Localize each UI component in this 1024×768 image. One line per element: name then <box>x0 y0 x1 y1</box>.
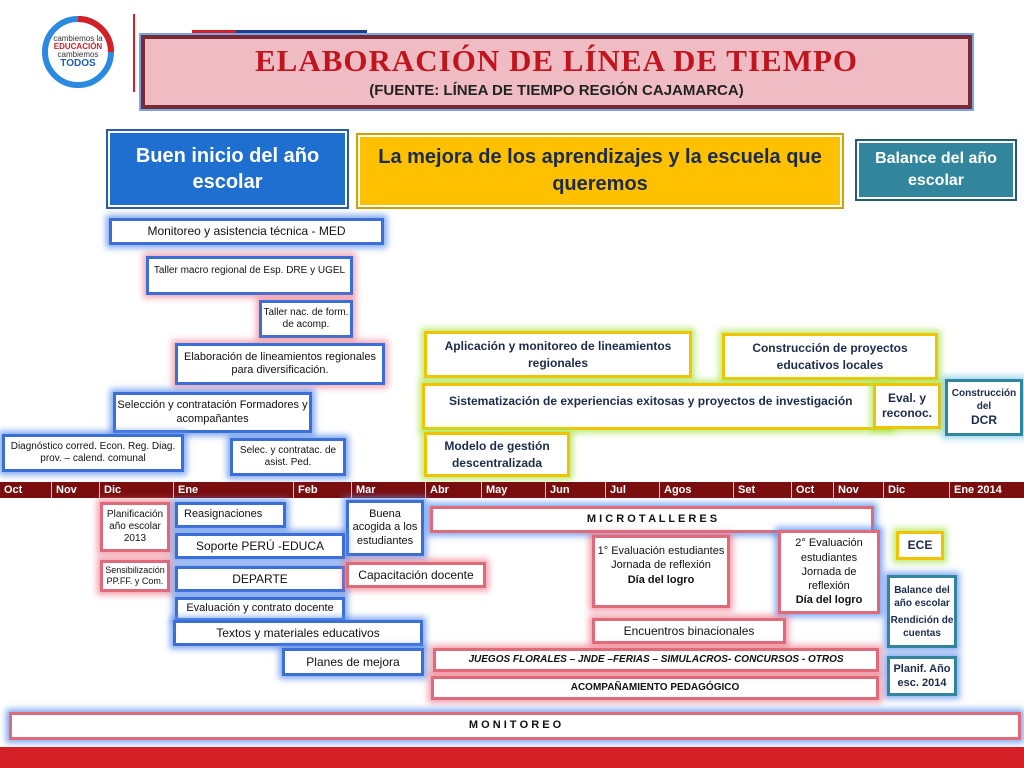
month-cell: Nov <box>834 482 884 498</box>
elaboracion-box <box>175 343 385 385</box>
modelo-box <box>424 432 570 477</box>
evaluacion-contrato-label: Evaluación y contrato docente <box>186 602 334 615</box>
departe-box <box>175 566 345 592</box>
microtalleres-box <box>430 506 874 533</box>
month-cell: Jun <box>546 482 606 498</box>
phase-start-label: Buen inicio del año escolar <box>135 145 320 193</box>
planif-2014-label: Planif. Año esc. 2014 <box>893 662 951 689</box>
aplicacion-label: Aplicación y monitoreo de lineamientos regionales <box>444 339 672 370</box>
month-cell: Set <box>734 482 792 498</box>
construccion-dcr-label: Construcción del <box>951 387 1017 412</box>
eval1-line1: 1° Evaluación estudiantes <box>597 545 725 557</box>
month-cell: Dic <box>884 482 950 498</box>
page-title: ELABORACIÓN DE LÍNEA DE TIEMPO <box>254 43 859 79</box>
planes-box <box>282 648 424 676</box>
balance-line1: Balance del año escolar <box>894 584 950 609</box>
ece-label: ECE <box>907 538 933 553</box>
logo-divider <box>133 14 135 92</box>
month-cell: Ene <box>174 482 294 498</box>
encuentros-label: Encuentros binacionales <box>623 623 755 638</box>
monitoreo-label: M O N I T O R E O <box>468 719 562 732</box>
month-cell: Feb <box>294 482 352 498</box>
buena-acogida-box <box>346 500 424 556</box>
logo-text-1: cambiemos la <box>53 34 103 43</box>
month-cell: Nov <box>52 482 100 498</box>
month-cell: Mar <box>352 482 426 498</box>
eval1-line2: Jornada de reflexión <box>611 559 711 572</box>
eval2-box <box>778 530 880 614</box>
construccion-proy-label: Construcción de proyectos educativos locales <box>752 341 908 372</box>
bottom-band <box>0 747 1024 768</box>
month-bar <box>0 482 1024 498</box>
month-cell: Oct <box>792 482 834 498</box>
eval2-line1: 2° Evaluación estudiantes <box>795 537 863 564</box>
phase-middle <box>358 135 842 207</box>
title-banner <box>141 35 972 109</box>
taller-nac-label: Taller nac. de form. de acomp. <box>263 307 349 330</box>
textos-label: Textos y materiales educativos <box>216 625 380 640</box>
month-cell: Jul <box>606 482 660 498</box>
month-cell: Oct <box>0 482 52 498</box>
selec-asist-box <box>230 438 346 476</box>
month-cell: Abr <box>426 482 482 498</box>
evaluacion-contrato-box <box>175 597 345 621</box>
sistematizacion-label: Sistematización de experiencias exitosas y proyectos de investigación <box>449 394 853 408</box>
ece-box <box>896 531 944 560</box>
eval-reconoc-box <box>873 383 941 429</box>
eval1-line3: Día del logro <box>627 573 695 586</box>
eval2-line3: Día del logro <box>795 594 863 607</box>
eval1-box <box>592 535 730 608</box>
taller-macro-label: Taller macro regional de Esp. DRE y UGEL <box>153 265 346 276</box>
soporte-box <box>175 533 345 559</box>
diagnostico-box <box>2 434 184 472</box>
eval2-line2: Jornada de reflexión <box>801 565 857 593</box>
month-cell: May <box>482 482 546 498</box>
capacitacion-box <box>346 562 486 588</box>
textos-box <box>173 620 423 646</box>
phase-end <box>857 141 1015 199</box>
acompanamiento-box <box>431 676 879 700</box>
elaboracion-label: Elaboración de lineamientos regionales para diversificación. <box>183 350 376 376</box>
departe-label: DEPARTE <box>232 571 288 586</box>
logo <box>38 12 118 92</box>
month-cell: Ene 2014 <box>954 484 1002 496</box>
seleccion-box <box>113 392 312 433</box>
aplicacion-box <box>424 331 692 378</box>
month-cell: Dic <box>100 482 174 498</box>
phase-end-label: Balance del año escolar <box>875 149 997 189</box>
soporte-label: Soporte PERÚ -EDUCA <box>195 538 325 553</box>
planif-2014-box <box>887 656 957 696</box>
planificacion-label: Planificación año escolar 2013 <box>106 509 164 544</box>
page-subtitle: (FUENTE: LÍNEA DE TIEMPO REGIÓN CAJAMARCA) <box>369 81 744 99</box>
balance-line2: Rendición de cuentas <box>890 614 954 639</box>
phase-start <box>108 131 347 207</box>
sistematizacion-box <box>422 383 892 430</box>
selec-asist-label: Selec. y contratac. de asist. Ped. <box>239 445 337 468</box>
monitoreo-med-box <box>109 218 384 245</box>
monitoreo-box <box>9 712 1021 740</box>
encuentros-box <box>592 618 786 644</box>
balance-box <box>887 575 957 648</box>
acompanamiento-label: ACOMPAÑAMIENTO PEDAGÓGICO <box>570 682 740 693</box>
logo-text-4: TODOS <box>60 58 96 69</box>
reasignaciones-box <box>175 502 286 528</box>
microtalleres-label: M I C R O T A L L E R E S <box>586 512 718 525</box>
modelo-label: Modelo de gestión descentralizada <box>444 439 550 470</box>
month-cell: Agos <box>660 482 734 498</box>
monitoreo-med-label: Monitoreo y asistencia técnica - MED <box>147 224 346 239</box>
eval-reconoc-label: Eval. y reconoc. <box>881 391 932 420</box>
logo-text-2: EDUCACIÓN <box>53 42 103 51</box>
sensibilizacion-box <box>100 560 170 592</box>
taller-macro-box <box>146 256 353 295</box>
capacitacion-label: Capacitación docente <box>358 567 474 582</box>
phase-middle-label: La mejora de los aprendizajes y la escuela que queremos <box>378 146 822 195</box>
construccion-proy-box <box>722 333 938 380</box>
planificacion-box <box>100 502 170 552</box>
reasignaciones-label: Reasignaciones <box>184 508 263 521</box>
diagnostico-label: Diagnóstico corred. Econ. Reg. Diag. prov. – calend. comunal <box>10 441 176 464</box>
construccion-dcr-value: DCR <box>971 412 997 427</box>
taller-nac-box <box>259 300 353 338</box>
construccion-dcr-box <box>945 379 1023 436</box>
sensibilizacion-label: Sensibilización PP.FF. y Com. <box>105 565 165 586</box>
planes-label: Planes de mejora <box>306 654 400 669</box>
juegos-box <box>433 648 879 672</box>
juegos-label: JUEGOS FLORALES – JNDE –FERIAS – SIMULACROS- CONCURSOS - OTROS <box>468 654 844 665</box>
seleccion-label: Selección y contratación Formadores y acompañantes <box>117 399 308 425</box>
buena-acogida-label: Buena acogida a los estudiantes <box>352 508 418 547</box>
logo-text-3: cambiemos <box>57 50 99 59</box>
